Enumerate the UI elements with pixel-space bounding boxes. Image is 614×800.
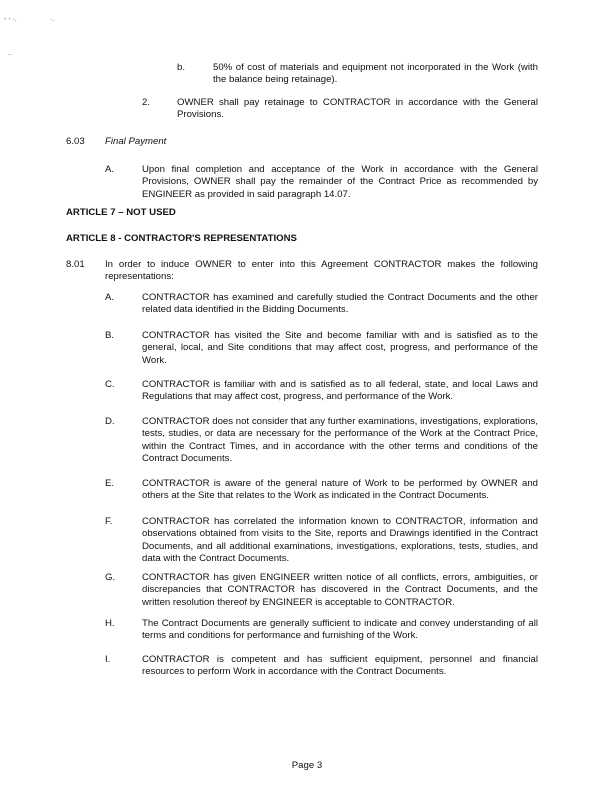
page-number: Page 3: [291, 760, 323, 771]
scan-speck: - - ·.: [4, 16, 17, 23]
section-text: In order to induce OWNER to enter into this Agreement CONTRACTOR makes the following representations:: [105, 259, 538, 283]
article-heading: ARTICLE 7 – NOT USED: [66, 207, 176, 218]
rep-text: CONTRACTOR has correlated the information known to CONTRACTOR, information and observations obtained from visits to the Site, reports and Drawings identified in the Contract Documents, and all additional examinations, investigations, explorations, tests, studies, and data with the Contract Documents.: [142, 516, 538, 565]
item-text: 50% of cost of materials and equipment not incorporated in the Work (with the balance being retainage).: [213, 62, 538, 86]
rep-label: G.: [105, 572, 116, 583]
rep-text: CONTRACTOR is familiar with and is satisfied as to all federal, state, and local Laws and Regulations that may affect cost, progress, and performance of the Work.: [142, 379, 538, 403]
rep-label: C.: [105, 379, 115, 390]
rep-text: CONTRACTOR is aware of the general nature of Work to be performed by OWNER and others at the Site that relates to the Work as indicated in the Contract Documents.: [142, 478, 538, 502]
rep-text: The Contract Documents are generally sufficient to indicate and convey understanding of all terms and conditions for performance and furnishing of the Work.: [142, 618, 538, 642]
rep-label: H.: [105, 618, 115, 629]
scan-speck: ..: [8, 50, 12, 57]
rep-text: CONTRACTOR is competent and has sufficient equipment, personnel and financial resources to perform Work in accordance with the Contract Documents.: [142, 654, 538, 678]
item-text: OWNER shall pay retainage to CONTRACTOR in accordance with the General Provisions.: [177, 97, 538, 121]
item-label: b.: [177, 62, 186, 73]
rep-label: A.: [105, 292, 115, 303]
section-number: 6.03: [66, 136, 85, 147]
rep-text: CONTRACTOR has examined and carefully studied the Contract Documents and the other related data identified in the Bidding Documents.: [142, 292, 538, 316]
section-number: 8.01: [66, 259, 85, 270]
item-label: A.: [105, 164, 115, 175]
rep-text: CONTRACTOR has given ENGINEER written notice of all conflicts, errors, ambiguities, or discrepancies that CONTRACTOR has discovered in the Contract Documents, and the written resolution thereof by ENGINEER is acceptable to CONTRACTOR.: [142, 572, 538, 608]
rep-label: I.: [105, 654, 111, 665]
rep-text: CONTRACTOR does not consider that any further examinations, investigations, explorations, tests, studies, or data are necessary for the performance of the Work at the Contract Price, within the Contract Times, and in accordance with the other terms and conditions of the Contract Documents.: [142, 416, 538, 465]
item-text: Upon final completion and acceptance of the Work in accordance with the General Provisions, OWNER shall pay the remainder of the Contract Price as recommended by ENGINEER as provided in said paragraph 14.07.: [142, 164, 538, 200]
rep-text: CONTRACTOR has visited the Site and become familiar with and is satisfied as to the general, local, and Site conditions that may affect cost, progress, and performance of the Work.: [142, 330, 538, 366]
article-heading: ARTICLE 8 - CONTRACTOR'S REPRESENTATIONS: [66, 233, 297, 244]
item-label: 2.: [142, 97, 151, 108]
rep-label: E.: [105, 478, 115, 489]
section-title: Final Payment: [105, 136, 167, 147]
scan-speck: ·.: [50, 16, 55, 23]
rep-label: D.: [105, 416, 115, 427]
rep-label: B.: [105, 330, 115, 341]
rep-label: F.: [105, 516, 113, 527]
